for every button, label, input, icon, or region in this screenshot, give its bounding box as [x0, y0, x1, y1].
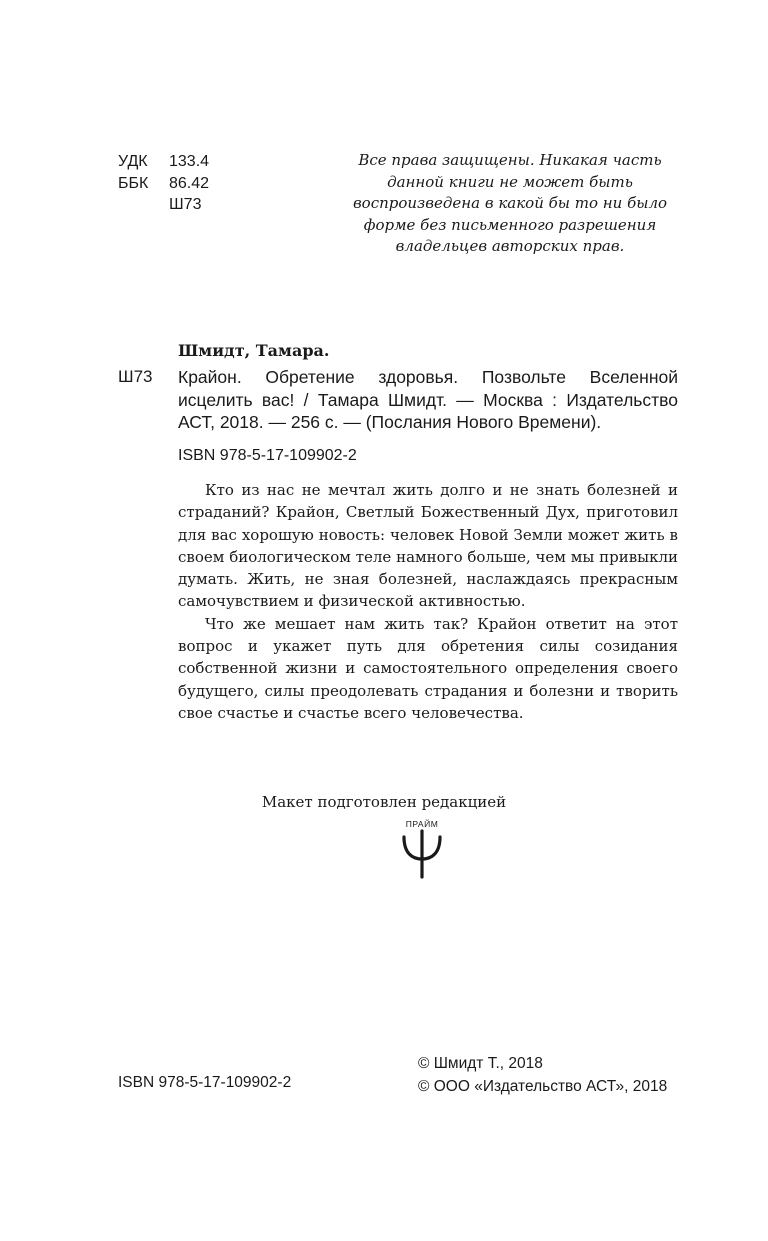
rights-line: Все права защищены. Никакая часть — [358, 151, 662, 169]
author-mark-value: Ш73 — [169, 196, 202, 213]
udc-label: УДК — [118, 153, 148, 170]
annotation-paragraph: Кто из нас не мечтал жить долго и не знать болезней и страданий? Крайон, Светлый Божественный Дух, приготовил для вас хорошую новость: человек Новой Земли может жить в своем биологическом теле намного больше, чем мы привыкли думать. Жить, не зная болезней, наслаждаясь прекрасным самочувствием и физической активностью. — [178, 481, 678, 611]
rights-line: форме без письменного разрешения — [363, 215, 657, 234]
author-mark-row — [118, 194, 209, 216]
bbk-value: 86.42 — [169, 174, 210, 192]
udc-row — [118, 151, 209, 173]
annotation-paragraph: Что же мешает нам жить так? Крайон ответит на этот вопрос и укажет путь для обретения силы созидания собственной жизни и самостоятельного определения своего будущего, силы преодолевать страдания и болезни и творить свое счастье и счастье всего человечества. — [178, 614, 678, 722]
psi-icon — [398, 829, 446, 879]
author-mark-label — [118, 194, 169, 216]
rights-line: данной книги не может быть — [387, 172, 633, 191]
isbn-footer: ISBN 978-5-17-109902-2 — [118, 1074, 292, 1091]
prepared-by-note: Макет подготовлен редакцией — [261, 793, 507, 811]
copyright-block — [418, 1052, 667, 1098]
author-heading: Шмидт, Тамара. — [178, 341, 330, 360]
rights-line: воспроизведена в какой бы то ни было — [352, 194, 668, 212]
udc-value: 133.4 — [169, 153, 210, 170]
bibliographic-description: Крайон. Обретение здоровья. Позвольте Вселенной исцелить вас! / Тамара Шмидт. — Москва : Издательство АСТ, 2018. — 256 с. — (Послания Нового Времени). — [178, 367, 678, 432]
publisher-logo-text: ПРАЙМ — [405, 819, 439, 829]
publisher-logo — [398, 819, 446, 879]
rights-line: владельцев авторских прав. — [395, 237, 625, 255]
isbn-main: ISBN 978-5-17-109902-2 — [178, 447, 357, 464]
bbk-label: ББК — [118, 174, 149, 192]
bbk-row — [118, 173, 209, 195]
annotation — [178, 479, 678, 724]
copyright-line: © Шмидт Т., 2018 — [418, 1055, 543, 1072]
cutter-code: Ш73 — [118, 367, 153, 386]
rights-notice — [345, 150, 675, 258]
classification-codes — [118, 151, 209, 216]
copyright-line: © ООО «Издательство АСТ», 2018 — [418, 1078, 668, 1095]
